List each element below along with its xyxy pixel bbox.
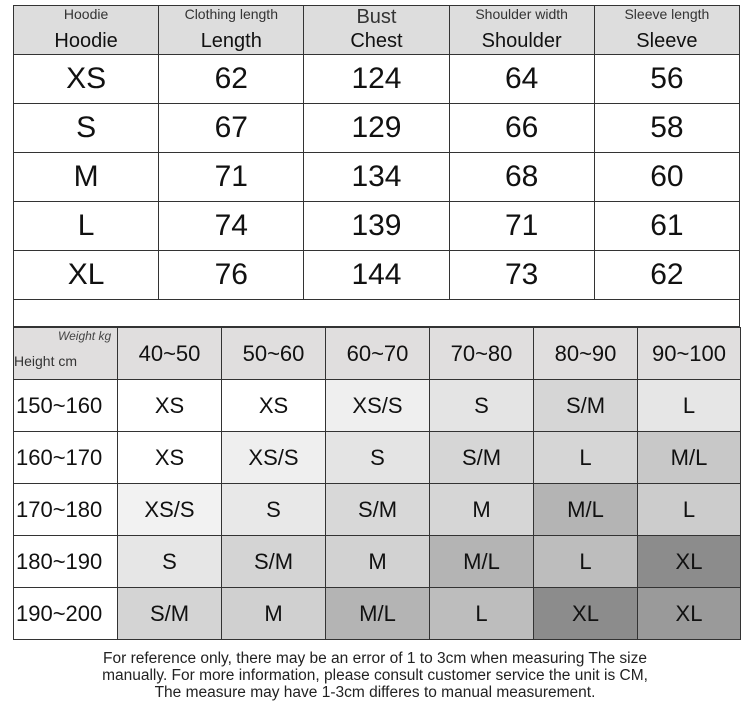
header-length-big: Length xyxy=(200,30,262,52)
fit-cell: L xyxy=(534,432,638,484)
header-sleeve xyxy=(594,6,739,55)
size-cell: 61 xyxy=(594,202,739,251)
fit-cell: M/L xyxy=(430,536,534,588)
size-cell: 139 xyxy=(304,202,449,251)
header-shoulder-small: Shoulder width xyxy=(475,6,568,22)
fit-cell: S/M xyxy=(222,536,326,588)
weight-range: 60~70 xyxy=(326,328,430,380)
size-cell: 67 xyxy=(159,104,304,153)
size-row-s xyxy=(14,104,740,153)
fit-cell: L xyxy=(430,588,534,640)
header-shoulder-big: Shoulder xyxy=(481,30,562,52)
size-cell: 64 xyxy=(449,55,594,104)
header-sleeve-small: Sleeve length xyxy=(624,6,710,22)
fit-cell: L xyxy=(638,484,741,536)
disclaimer-note xyxy=(0,650,750,701)
weight-axis-label: Weight kg xyxy=(58,329,112,343)
fit-row xyxy=(14,588,741,640)
size-cell: XL xyxy=(14,251,159,300)
size-cell: XS xyxy=(14,55,159,104)
fit-cell: L xyxy=(534,536,638,588)
fit-cell: S/M xyxy=(118,588,222,640)
fit-cell: M/L xyxy=(326,588,430,640)
header-chest-big: Chest xyxy=(350,30,403,52)
fit-cell: M xyxy=(430,484,534,536)
weight-range: 50~60 xyxy=(222,328,326,380)
size-table-header xyxy=(14,6,740,55)
disclaimer-line: manually. For more information, please consult customer service the unit is CM, xyxy=(102,667,648,684)
fit-cell: S xyxy=(222,484,326,536)
header-length-small: Clothing length xyxy=(184,6,278,22)
height-range: 150~160 xyxy=(14,380,118,432)
fit-cell: M/L xyxy=(638,432,741,484)
weight-range: 80~90 xyxy=(534,328,638,380)
fit-cell: XS/S xyxy=(222,432,326,484)
fit-cell: S/M xyxy=(534,380,638,432)
fit-cell: XS xyxy=(118,380,222,432)
fit-table xyxy=(13,327,741,640)
fit-cell: S/M xyxy=(326,484,430,536)
fit-cell: S xyxy=(326,432,430,484)
size-row-m xyxy=(14,153,740,202)
header-hoodie xyxy=(14,6,159,55)
fit-row xyxy=(14,432,741,484)
size-cell: L xyxy=(14,202,159,251)
fit-cell: S/M xyxy=(430,432,534,484)
size-cell: M xyxy=(14,153,159,202)
height-range: 160~170 xyxy=(14,432,118,484)
size-cell: 68 xyxy=(449,153,594,202)
size-cell: 71 xyxy=(159,153,304,202)
size-cell: 56 xyxy=(594,55,739,104)
size-cell: 76 xyxy=(159,251,304,300)
height-range: 180~190 xyxy=(14,536,118,588)
disclaimer-line: For reference only, there may be an error of 1 to 3cm when measuring The size xyxy=(103,650,647,667)
fit-cell: XL xyxy=(638,536,741,588)
size-chart xyxy=(13,5,740,640)
fit-corner-cell xyxy=(14,328,118,380)
size-cell: 62 xyxy=(594,251,739,300)
fit-cell: XL xyxy=(534,588,638,640)
fit-cell: S xyxy=(430,380,534,432)
fit-cell: XS/S xyxy=(326,380,430,432)
fit-row xyxy=(14,380,741,432)
fit-cell: M xyxy=(326,536,430,588)
header-sleeve-big: Sleeve xyxy=(636,30,698,52)
fit-cell: M/L xyxy=(534,484,638,536)
header-hoodie-small: Hoodie xyxy=(63,6,109,22)
header-chest-small: Bust xyxy=(356,6,397,28)
size-cell: 144 xyxy=(304,251,449,300)
weight-range: 40~50 xyxy=(118,328,222,380)
size-table xyxy=(13,5,740,327)
fit-row xyxy=(14,536,741,588)
fit-cell: S xyxy=(118,536,222,588)
fit-cell: XS/S xyxy=(118,484,222,536)
header-hoodie-big: Hoodie xyxy=(54,30,118,52)
header-shoulder xyxy=(449,6,594,55)
header-chest xyxy=(304,6,449,55)
size-cell: 66 xyxy=(449,104,594,153)
fit-cell: M xyxy=(222,588,326,640)
height-range: 170~180 xyxy=(14,484,118,536)
size-cell: 58 xyxy=(594,104,739,153)
fit-cell: XL xyxy=(638,588,741,640)
size-cell: 134 xyxy=(304,153,449,202)
fit-cell: L xyxy=(638,380,741,432)
size-cell: S xyxy=(14,104,159,153)
spacer-cell xyxy=(14,300,740,327)
weight-range: 70~80 xyxy=(430,328,534,380)
fit-cell: XS xyxy=(222,380,326,432)
size-cell: 71 xyxy=(449,202,594,251)
size-row-l xyxy=(14,202,740,251)
fit-cell: XS xyxy=(118,432,222,484)
header-length xyxy=(159,6,304,55)
size-row-xl xyxy=(14,251,740,300)
size-cell: 60 xyxy=(594,153,739,202)
size-cell: 124 xyxy=(304,55,449,104)
weight-range: 90~100 xyxy=(638,328,741,380)
height-range: 190~200 xyxy=(14,588,118,640)
size-cell: 74 xyxy=(159,202,304,251)
fit-row xyxy=(14,484,741,536)
height-axis-label: Height cm xyxy=(14,353,78,369)
size-cell: 129 xyxy=(304,104,449,153)
fit-table-header xyxy=(14,328,741,380)
disclaimer-line: The measure may have 1-3cm differes to manual measurement. xyxy=(154,684,596,701)
size-row-xs xyxy=(14,55,740,104)
size-cell: 73 xyxy=(449,251,594,300)
spacer-row xyxy=(14,300,740,327)
size-cell: 62 xyxy=(159,55,304,104)
